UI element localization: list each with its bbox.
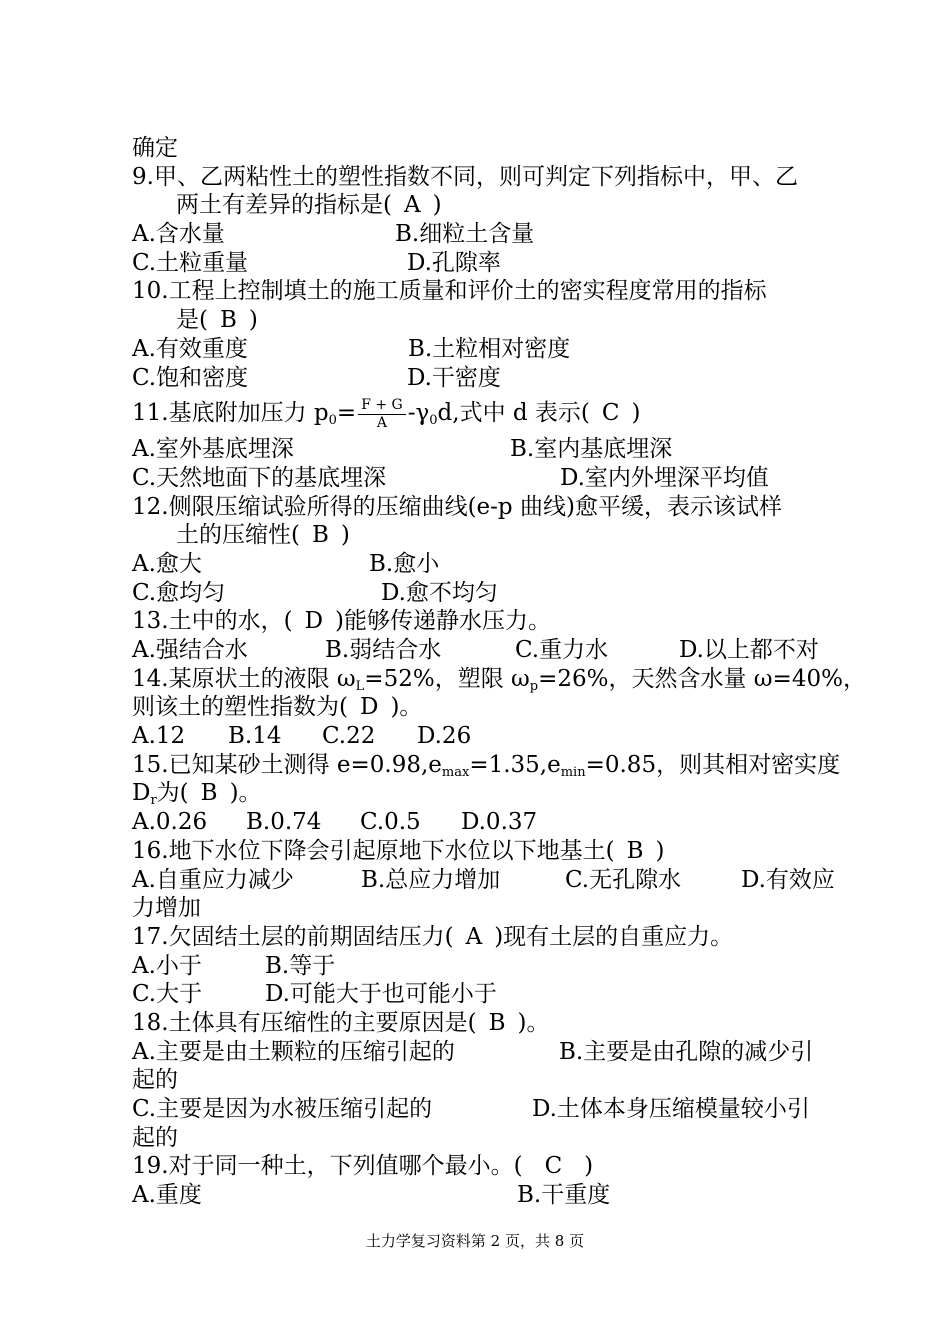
- answer: A: [465, 923, 483, 950]
- options-row: [132, 952, 848, 981]
- question-text: )。: [390, 694, 423, 721]
- option: C.饱和密度: [132, 364, 249, 391]
- question-text: -γ: [407, 400, 430, 427]
- option-continuation: 力增加: [132, 895, 201, 922]
- subscript: 0: [328, 413, 337, 429]
- subscript: max: [441, 764, 470, 780]
- option: D.愈不均匀: [381, 579, 498, 606]
- answer: B: [626, 837, 644, 864]
- option: C.大于: [132, 981, 203, 1008]
- option: A.愈大: [132, 550, 202, 577]
- question-11: [132, 392, 848, 435]
- question-text: d,式中 d 表示(: [437, 400, 590, 427]
- option: C.土粒重量: [132, 249, 249, 276]
- question-text: 17.欠固结土层的前期固结压力(: [132, 923, 454, 950]
- question-text: D: [132, 780, 151, 807]
- option: C.主要是因为水被压缩引起的: [132, 1096, 433, 1122]
- option: B.室内基底埋深: [510, 436, 673, 463]
- options-row: [132, 249, 848, 278]
- fraction: [358, 397, 406, 432]
- answer: B: [311, 522, 329, 549]
- option: D.可能大于也可能小于: [265, 981, 497, 1008]
- fraction-numerator: F + G: [358, 397, 406, 415]
- subscript: 0: [429, 413, 438, 429]
- options-row: [132, 1095, 848, 1124]
- options-row: [132, 722, 848, 751]
- text-line: [132, 1066, 848, 1095]
- option: B.干重度: [517, 1182, 611, 1209]
- question-13: [132, 607, 848, 636]
- question-text: 9.甲、乙两粘性土的塑性指数不同，则可判定下列指标中，甲、乙: [132, 163, 798, 190]
- question-text: )能够传递静水压力。: [335, 608, 551, 635]
- answer: B: [219, 307, 237, 334]
- option: A.12: [132, 723, 186, 750]
- question-16: [132, 837, 848, 866]
- option: C.0.5: [360, 809, 421, 836]
- paren: ): [631, 400, 641, 427]
- option-continuation: 起的: [132, 1067, 178, 1094]
- question-text: 14.某原状土的液限 ω: [132, 665, 356, 692]
- options-row: [132, 808, 848, 837]
- paren: ): [584, 1153, 594, 1180]
- option: B.0.74: [246, 809, 322, 836]
- text-line: [132, 894, 848, 923]
- question-text: 则该土的塑性指数为(: [132, 694, 348, 721]
- question-text: =1.35,e: [469, 751, 561, 778]
- fraction-denominator: A: [376, 414, 388, 431]
- option: A.重度: [132, 1182, 202, 1209]
- answer: A: [403, 192, 421, 219]
- option: B.土粒相对密度: [408, 335, 571, 362]
- question-text: )。: [229, 780, 262, 807]
- question-text: )。: [517, 1009, 550, 1036]
- option: A.有效重度: [132, 335, 248, 362]
- question-text: 11.基底附加压力 p: [132, 400, 329, 427]
- options-row: [132, 220, 848, 249]
- question-text: 10.工程上控制填土的施工质量和评价土的密实程度常用的指标: [132, 278, 767, 305]
- question-text: =26%，天然含水量 ω=40%，: [538, 665, 866, 692]
- text: 确定: [132, 135, 178, 161]
- options-row: [132, 980, 848, 1009]
- document-body: [132, 134, 866, 1210]
- question-text: =0.85，则其相对密实度: [585, 751, 841, 778]
- question-text: 土的压缩性(: [176, 522, 300, 549]
- question-10-stem: [132, 306, 848, 335]
- question-text: =52%，塑限 ω: [364, 665, 530, 692]
- question-text: )现有土层的自重应力。: [494, 923, 734, 950]
- options-row: [132, 636, 848, 665]
- option: A.强结合水: [132, 637, 248, 663]
- question-text: 是(: [176, 307, 208, 334]
- question-text: 18.土体具有压缩性的主要原因是(: [132, 1009, 477, 1036]
- options-row: [132, 866, 848, 895]
- subscript: p: [529, 678, 539, 694]
- option: B.等于: [265, 952, 336, 979]
- question-15-stem: [132, 779, 848, 808]
- option: A.室外基底埋深: [132, 436, 294, 463]
- question-17: [132, 923, 848, 952]
- question-14: [132, 665, 866, 694]
- option: C.天然地面下的基底埋深: [132, 464, 387, 491]
- answer: B: [200, 780, 218, 807]
- question-15: [132, 751, 848, 780]
- option: A.小于: [132, 952, 202, 979]
- option: B.愈小: [369, 550, 440, 577]
- options-row: [132, 435, 848, 464]
- text-line: [132, 134, 848, 163]
- options-row: [132, 579, 848, 608]
- question-19: [132, 1152, 848, 1181]
- option: D.孔隙率: [407, 249, 501, 276]
- option: B.总应力增加: [361, 866, 501, 893]
- paren: ): [340, 522, 350, 549]
- subscript: L: [355, 678, 365, 694]
- paren: ): [248, 307, 258, 334]
- option-continuation: 起的: [132, 1124, 178, 1151]
- subscript: min: [560, 764, 586, 780]
- options-row: [132, 1038, 848, 1067]
- answer: D: [359, 694, 379, 721]
- options-row: [132, 464, 848, 493]
- option: C.22: [322, 723, 376, 750]
- option: D.室内外埋深平均值: [560, 464, 769, 491]
- option: C.愈均匀: [132, 579, 226, 606]
- question-14-stem: [132, 693, 848, 722]
- page-footer: 土力学复习资料第 2 页，共 8 页: [365, 1232, 585, 1250]
- option: B.弱结合水: [325, 637, 442, 663]
- question-9-stem: [132, 191, 848, 220]
- subscript: r: [150, 793, 157, 809]
- question-text: 为(: [156, 780, 189, 807]
- option: B.14: [228, 723, 282, 750]
- option: D.0.37: [461, 809, 538, 836]
- question-text: 13.土中的水，(: [132, 608, 293, 635]
- options-row: [132, 1181, 848, 1210]
- option: A.0.26: [132, 809, 208, 836]
- answer: C: [601, 400, 620, 427]
- option: B.细粒土含量: [395, 221, 535, 248]
- question-10: [132, 277, 848, 306]
- paren: ): [432, 192, 442, 219]
- question-12: [132, 493, 848, 522]
- answer: D: [304, 608, 324, 635]
- question-text: 12.侧限压缩试验所得的压缩曲线(e-p 曲线)愈平缓，表示该试样: [132, 493, 782, 520]
- question-text: 15.已知某砂土测得 e=0.98,e: [132, 751, 442, 778]
- question-text: 19.对于同一种土，下列值哪个最小。(: [132, 1153, 523, 1180]
- option: D.干密度: [407, 364, 501, 391]
- answer: B: [488, 1009, 506, 1036]
- option: D.26: [417, 723, 472, 750]
- question-text: 两土有差异的指标是(: [176, 192, 392, 219]
- option: A.含水量: [132, 221, 225, 248]
- answer: C: [544, 1153, 563, 1180]
- text-line: [132, 1124, 848, 1153]
- options-row: [132, 335, 848, 364]
- option: A.自重应力减少: [132, 866, 294, 893]
- option: D.土体本身压缩模量较小引: [532, 1096, 810, 1122]
- equals-sign: =: [336, 400, 357, 427]
- option: A.主要是由土颗粒的压缩引起的: [132, 1038, 455, 1065]
- question-12-stem: [132, 521, 848, 550]
- question-text: 16.地下水位下降会引起原地下水位以下地基土(: [132, 837, 615, 864]
- option: B.主要是由孔隙的减少引: [559, 1038, 814, 1065]
- options-row: [132, 550, 848, 579]
- option: C.重力水: [515, 637, 609, 663]
- question-9: [132, 163, 848, 192]
- paren: ): [655, 837, 665, 864]
- question-18: [132, 1009, 848, 1038]
- option: C.无孔隙水: [565, 866, 682, 893]
- option: D.有效应: [741, 866, 835, 893]
- options-row: [132, 364, 848, 393]
- option: D.以上都不对: [679, 637, 819, 663]
